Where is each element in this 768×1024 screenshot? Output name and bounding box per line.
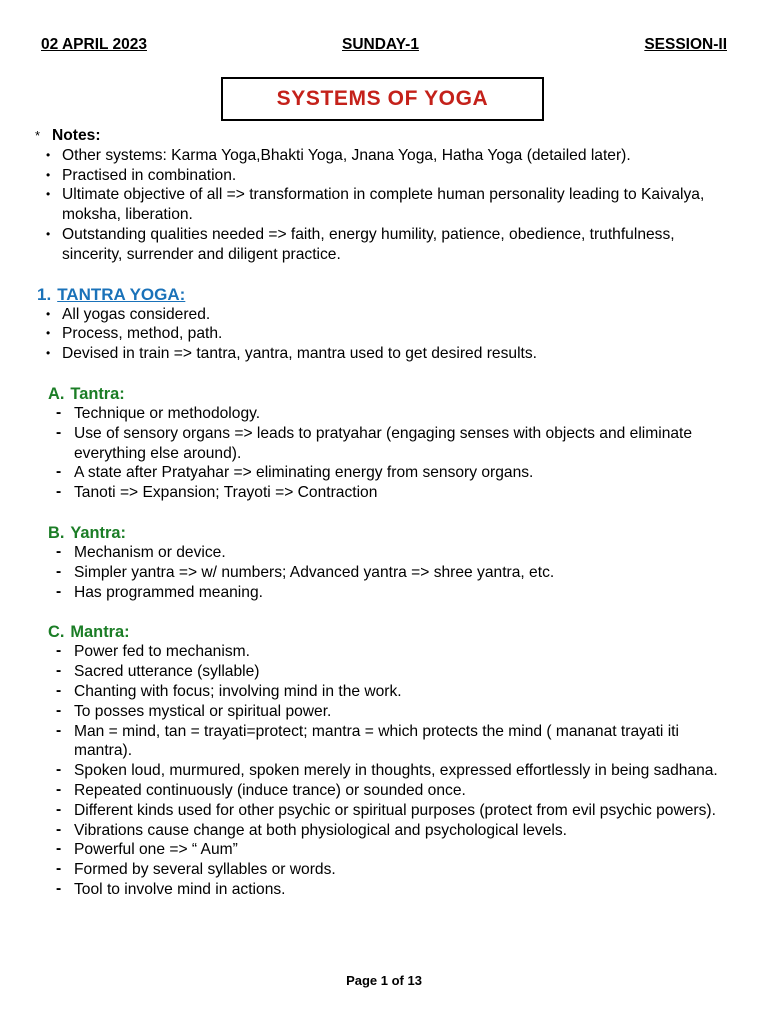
- list-item: - Repeated continuously (induce trance) or sounded once.: [35, 781, 735, 801]
- list-item: • Practised in combination.: [35, 166, 735, 186]
- subheading-letter: B.: [48, 523, 65, 542]
- list-item: - Has programmed meaning.: [35, 583, 735, 603]
- list-item: - Powerful one => “ Aum”: [35, 840, 735, 860]
- subheading-yantra: [35, 523, 735, 543]
- document-body: [35, 126, 735, 900]
- list-item: - A state after Pratyahar => eliminating energy from sensory organs.: [35, 463, 735, 483]
- notes-heading: [35, 126, 735, 146]
- list-item: - Sacred utterance (syllable): [35, 662, 735, 682]
- list-item: - Technique or methodology.: [35, 404, 735, 424]
- subheading-letter: A.: [48, 384, 65, 403]
- list-item: - Chanting with focus; involving mind in the work.: [35, 682, 735, 702]
- subheading-title: Tantra:: [70, 384, 125, 403]
- subheading-tantra: [35, 384, 735, 404]
- yantra-list: [35, 543, 735, 602]
- section-number: 1.: [37, 284, 52, 304]
- list-item: • Other systems: Karma Yoga,Bhakti Yoga, Jnana Yoga, Hatha Yoga (detailed later).: [35, 146, 735, 166]
- tantra-list: [35, 404, 735, 503]
- header-session: SESSION-II: [644, 36, 727, 53]
- subheading-title: Yantra:: [70, 523, 126, 542]
- list-item: - Spoken loud, murmured, spoken merely in thoughts, expressed effortlessly in being sadhana.: [35, 761, 735, 781]
- list-item: - Man = mind, tan = trayati=protect; mantra = which protects the mind ( mananat trayati iti mantra).: [35, 722, 735, 762]
- subheading-mantra: [35, 622, 735, 642]
- list-item: - Vibrations cause change at both physiological and psychological levels.: [35, 821, 735, 841]
- header-day: SUNDAY-1: [342, 36, 419, 53]
- subheading-title: Mantra:: [70, 623, 130, 642]
- list-item: - Simpler yantra => w/ numbers; Advanced yantra => shree yantra, etc.: [35, 563, 735, 583]
- mantra-list: [35, 642, 735, 899]
- subheading-letter: C.: [48, 623, 65, 642]
- list-item: • Devised in train => tantra, yantra, mantra used to get desired results.: [35, 344, 735, 364]
- notes-heading-label: Notes:: [52, 127, 101, 144]
- title-box: [221, 77, 544, 121]
- section-heading-tantra-yoga: [35, 285, 735, 305]
- list-item: - Tool to involve mind in actions.: [35, 880, 735, 900]
- list-item: - To posses mystical or spiritual power.: [35, 702, 735, 722]
- notes-marker: *: [35, 128, 41, 143]
- list-item: • Process, method, path.: [35, 324, 735, 344]
- list-item: - Formed by several syllables or words.: [35, 860, 735, 880]
- list-item: • All yogas considered.: [35, 305, 735, 325]
- header-date: 02 APRIL 2023: [41, 36, 147, 53]
- list-item: - Mechanism or device.: [35, 543, 735, 563]
- notes-list: [35, 146, 735, 265]
- list-item: - Use of sensory organs => leads to pratyahar (engaging senses with objects and eliminate everything else around).: [35, 424, 735, 464]
- page-title: SYSTEMS OF YOGA: [276, 87, 489, 110]
- section-title: TANTRA YOGA:: [57, 284, 186, 304]
- page-footer: Page 1 of 13: [346, 973, 422, 988]
- list-item: • Outstanding qualities needed => faith, energy humility, patience, obedience, truthfulness, sincerity, surrender and diligent practice.: [35, 225, 735, 265]
- list-item: - Power fed to mechanism.: [35, 642, 735, 662]
- page-header: [41, 36, 727, 56]
- list-item: • Ultimate objective of all => transformation in complete human personality leading to Kaivalya, moksha, liberation.: [35, 185, 735, 225]
- list-item: - Different kinds used for other psychic or spiritual purposes (protect from evil psychic powers).: [35, 801, 735, 821]
- list-item: - Tanoti => Expansion; Trayoti => Contraction: [35, 483, 735, 503]
- tantra-yoga-list: [35, 305, 735, 364]
